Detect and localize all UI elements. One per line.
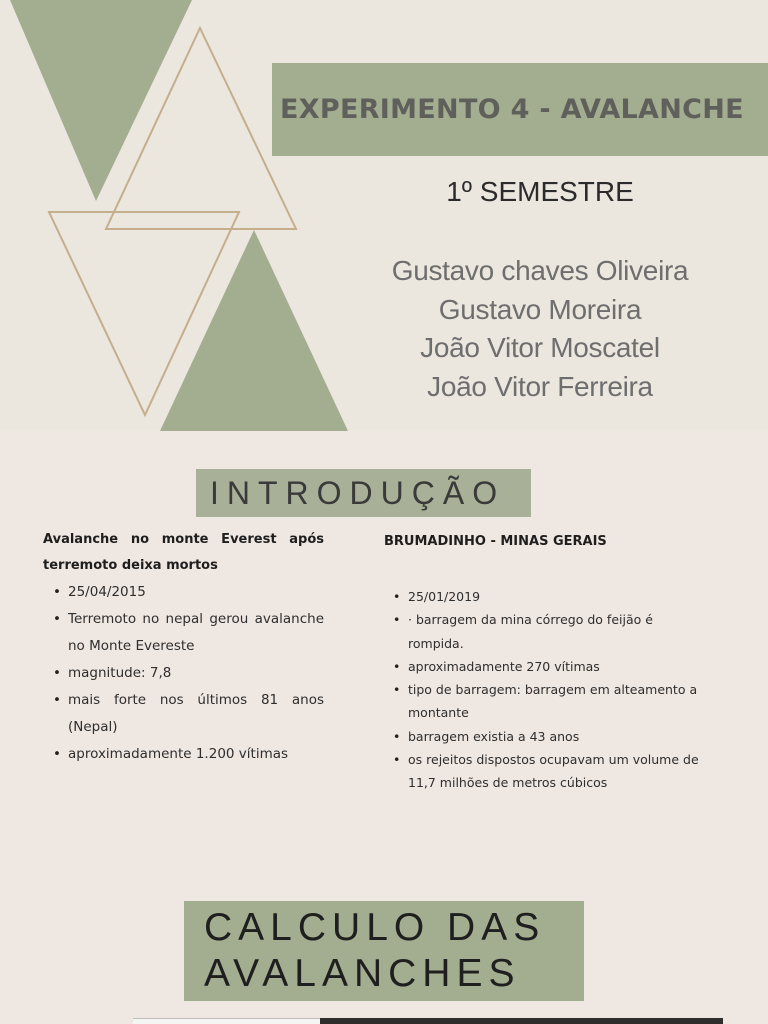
cover-slide [0, 0, 768, 431]
author-name: Gustavo Moreira [438, 293, 642, 325]
brumadinho-column [384, 529, 704, 795]
bottom-green-triangle [160, 230, 348, 431]
next-slide-edge-light [133, 1018, 320, 1024]
list-item: • barragem existia a 43 anos [408, 725, 704, 748]
everest-column [43, 527, 324, 768]
author-name: João Vitor Ferreira [427, 370, 653, 402]
list-item: • 25/01/2019 [408, 585, 704, 608]
author-name: Gustavo chaves Oliveira [391, 255, 689, 286]
semester-label: 1º SEMESTRE [446, 176, 634, 207]
intro-heading: INTRODUÇÃO [210, 474, 506, 511]
list-item: • os rejeitos dispostos ocupavam um volume de 11,7 milhões de metros cúbicos [408, 748, 704, 795]
brumadinho-title: BRUMADINHO - MINAS GERAIS [384, 534, 607, 549]
title-banner [272, 63, 768, 156]
author-list [360, 252, 720, 406]
brumadinho-list [384, 585, 704, 795]
everest-list [43, 579, 324, 768]
intro-slide [0, 431, 768, 1024]
top-green-triangle [10, 0, 192, 201]
intro-heading-banner [196, 469, 531, 517]
page-title: EXPERIMENTO 4 - AVALANCHE [280, 94, 744, 125]
list-item: • Terremoto no nepal gerou avalanche no Monte Evereste [68, 606, 324, 660]
list-item: • · barragem da mina córrego do feijão é rompida. [408, 608, 704, 655]
everest-title: Avalanche no monte Everest após terremoto deixa mortos [43, 532, 324, 573]
list-item: • aproximadamente 270 vítimas [408, 655, 704, 678]
list-item: • mais forte nos últimos 81 anos (Nepal) [68, 687, 324, 741]
calc-heading-banner [184, 901, 584, 1001]
author-name: João Vitor Moscatel [420, 332, 660, 363]
calc-heading-line1: CALCULO DAS [204, 906, 546, 949]
list-item: • aproximadamente 1.200 vítimas [68, 741, 324, 768]
list-item: • tipo de barragem: barragem em alteamento a montante [408, 678, 704, 725]
list-item: • magnitude: 7,8 [68, 660, 324, 687]
list-item: • 25/04/2015 [68, 579, 324, 606]
calc-heading-line2: AVALANCHES [204, 952, 521, 995]
